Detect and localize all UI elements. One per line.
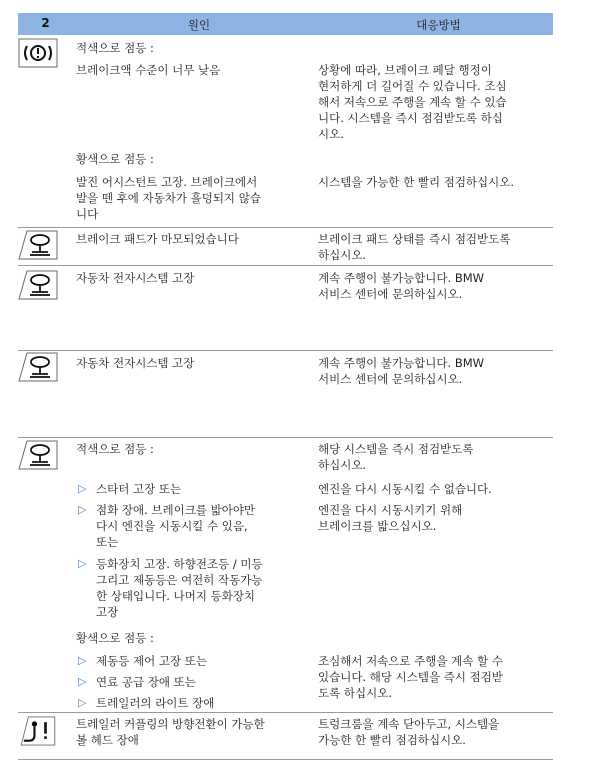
action-line: 시오.: [318, 127, 344, 141]
cause-column-header: 원인: [187, 18, 211, 32]
cause-line: 트레일러 커플링의 방향전환이 가능한: [76, 717, 265, 731]
cause-line: 발진 어시스턴트 고장. 브레이크에서: [76, 175, 258, 189]
cause-line: 볼 헤드 장애: [76, 733, 139, 747]
electronics-warning-icon: [18, 440, 58, 470]
table-header: [18, 13, 553, 35]
action-line: 해당 시스템을 즉시 점검받도록: [318, 442, 474, 456]
action-line: 하십시오.: [318, 458, 367, 472]
row-divider: [18, 437, 553, 438]
action-line: 해서 저속으로 주행을 계속 할 수 있습: [318, 95, 507, 109]
action-line: 조심해서 저속으로 주행을 계속 할 수: [318, 654, 503, 668]
row-divider: [18, 712, 553, 713]
label-red-light: 적색으로 점등 :: [76, 442, 154, 456]
bullet-triangle-icon: ▷: [78, 503, 87, 516]
row-divider: [18, 265, 553, 266]
bullet-item-line: 등화장치 고장. 하향전조등 / 미등: [96, 557, 263, 571]
label-yellow-light: 황색으로 점등 :: [76, 631, 154, 645]
action-text: 엔진을 다시 시동시킬 수 없습니다.: [318, 482, 492, 496]
bullet-item-line: 다시 엔진을 시동시킬 수 있음,: [96, 519, 248, 533]
cause-line: 니다: [76, 207, 99, 221]
brake-warning-icon: [18, 38, 58, 68]
action-line: 브레이크를 밟으십시오.: [318, 519, 437, 533]
bullet-item: 트레일러의 라이트 장애: [96, 696, 215, 710]
bullet-triangle-icon: ▷: [78, 696, 87, 709]
action-line: 니다. 시스템을 즉시 점검받도록 하십: [318, 111, 503, 125]
action-line: 상황에 따라, 브레이크 페달 행정이: [318, 63, 492, 77]
cause-text: 자동차 전자시스템 고장: [76, 271, 195, 285]
row-divider: [18, 759, 553, 760]
action-line: 하십시오.: [318, 248, 367, 262]
bullet-item: 연료 공급 장애 또는: [96, 675, 196, 689]
bullet-item-line: 고장: [96, 605, 119, 619]
action-text: 시스템을 가능한 한 빨리 점검하십시오.: [318, 175, 515, 189]
action-line: 도록 하십시오.: [318, 686, 392, 700]
electronics-warning-icon: [18, 352, 58, 382]
action-line: 계속 주행이 불가능합니다. BMW: [318, 271, 485, 285]
bullet-triangle-icon: ▷: [78, 557, 87, 570]
label-yellow-light: 황색으로 점등 :: [76, 152, 154, 166]
label-red-light: 적색으로 점등 :: [76, 41, 154, 55]
cause-text: 브레이크액 수준이 너무 낮음: [76, 63, 221, 77]
bullet-item-line: 점화 장애. 브레이크를 밟아야만: [96, 503, 256, 517]
trailer-hook-icon: [18, 716, 58, 746]
bullet-item-line: 그리고 제동등은 여전히 작동가능: [96, 573, 263, 587]
section-number: 2: [41, 16, 50, 30]
bullet-triangle-icon: ▷: [78, 675, 87, 688]
row-divider: [18, 350, 553, 351]
bullet-item: 스타터 고장 또는: [96, 482, 182, 496]
action-line: 현저하게 더 길어질 수 있습니다. 조심: [318, 79, 507, 93]
electronics-warning-icon: [18, 270, 58, 300]
action-line: 서비스 센터에 문의하십시오.: [318, 372, 463, 386]
bullet-triangle-icon: ▷: [78, 482, 87, 495]
bullet-item: 제동등 제어 고장 또는: [96, 654, 207, 668]
cause-text: 자동차 전자시스템 고장: [76, 356, 195, 370]
brake-pad-icon: [18, 230, 58, 260]
action-line: 브레이크 패드 상태를 즉시 점검받도록: [318, 232, 511, 246]
bullet-item-line: 한 상태입니다. 나머지 등화장치: [96, 589, 256, 603]
row-divider: [18, 227, 553, 228]
action-column-header: 대응방법: [416, 18, 461, 32]
cause-text: 브레이크 패드가 마모되었습니다: [76, 232, 239, 246]
action-line: 가능한 한 빨리 점검하십시오.: [318, 733, 466, 747]
bullet-item-line: 또는: [96, 535, 119, 549]
action-line: 계속 주행이 불가능합니다. BMW: [318, 356, 485, 370]
action-line: 트렁크룸을 계속 닫아두고, 시스템을: [318, 717, 500, 731]
action-line: 엔진을 다시 시동시키기 위해: [318, 503, 463, 517]
action-line: 서비스 센터에 문의하십시오.: [318, 287, 463, 301]
bullet-triangle-icon: ▷: [78, 654, 87, 667]
cause-line: 발을 뗀 후에 자동차가 흘덩되지 않습: [76, 191, 261, 205]
action-line: 있습니다. 해당 시스템을 즉시 점검받: [318, 670, 503, 684]
